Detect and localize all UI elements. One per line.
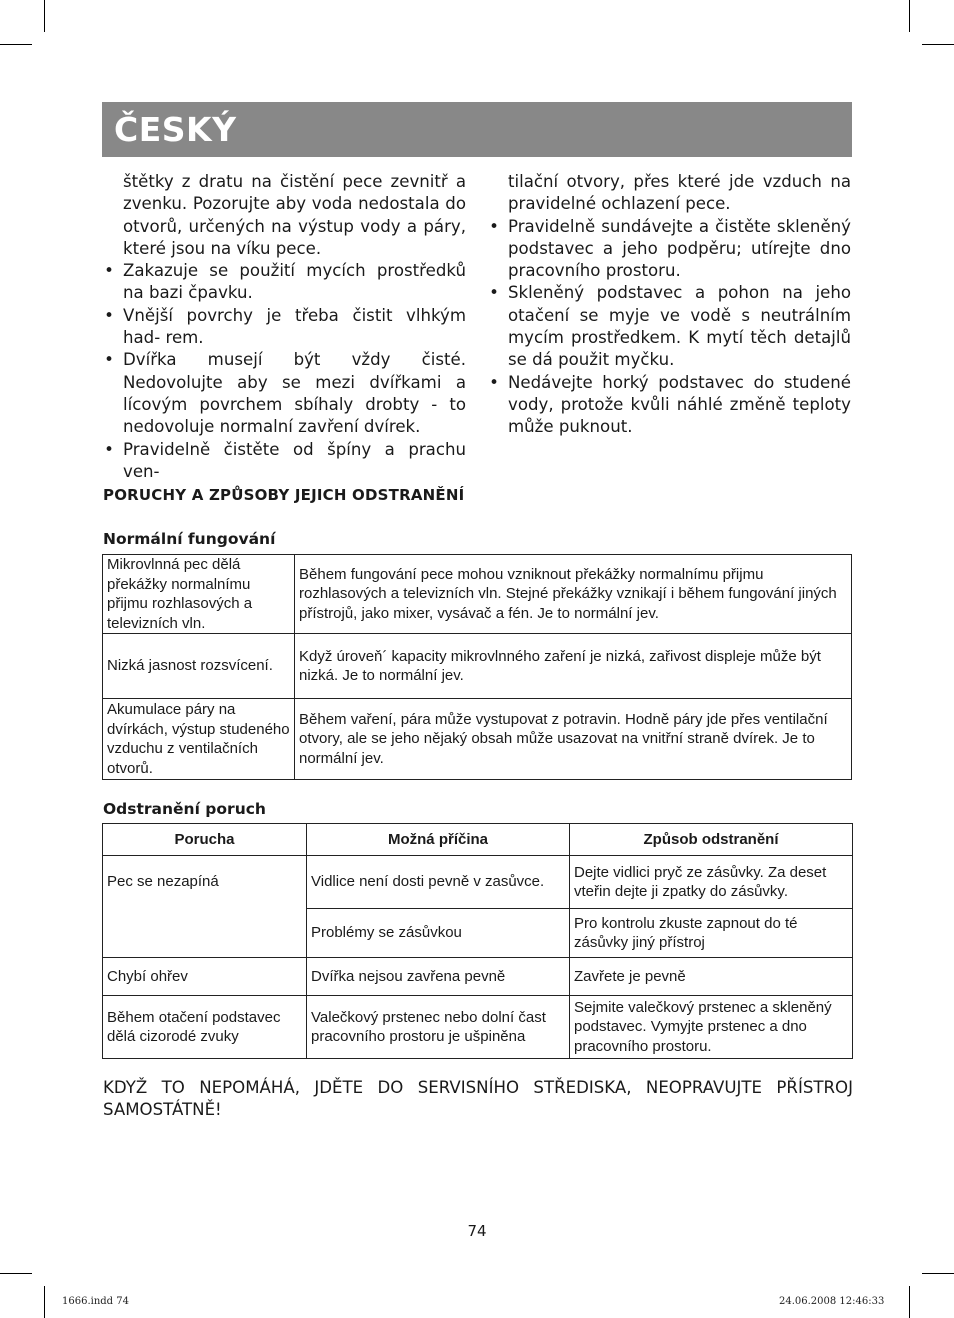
bullet-icon: •: [104, 350, 114, 370]
table-cell-explanation: Během fungování pece mohou vzniknout překážky normalnímu přijmu rozhlasových a televizních vln. Stejné překážky vznikají i během fungování jiných přístrojů, jako mixer, vysávač a fén. Je to normální jev.: [295, 555, 852, 634]
crop-mark: [0, 1273, 32, 1274]
left-column: [104, 171, 466, 483]
table-cell-fault: Chybí ohřev: [103, 958, 307, 996]
bullet-icon: •: [489, 283, 499, 303]
table-cell-cause: Dvířka nejsou zavřena pevně: [307, 958, 570, 996]
table-row: [103, 634, 852, 699]
column-header: Porucha: [103, 824, 307, 856]
page-number: 74: [467, 1222, 487, 1240]
list-item-text: Skleněný podstavec a pohon na jeho otačení se myje ve vodě s neutrálním mycím prostředkem. K mytí těch detajlů se dá použit myčku.: [508, 283, 851, 370]
fault-removal-heading: Odstranění poruch: [103, 800, 266, 818]
crop-mark: [44, 0, 45, 32]
bullet-icon: •: [489, 372, 499, 392]
crop-mark: [909, 0, 910, 32]
table-row: [103, 555, 852, 634]
slug-datetime: 24.06.2008 12:46:33: [779, 1296, 885, 1307]
table-cell-fault: Během otačení podstavec dělá cizorodé zvuky: [103, 996, 307, 1059]
table-row: [103, 958, 853, 996]
crop-mark: [44, 1286, 45, 1318]
crop-mark: [909, 1286, 910, 1318]
table-row: [103, 699, 852, 780]
page-title: ČESKÝ: [114, 110, 237, 149]
list-item-text: Vnější povrchy je třeba čistit vlhkým had- rem.: [123, 305, 466, 348]
list-item: [489, 282, 851, 371]
table-cell-remedy: Dejte vidlici pryč ze zásůvky. Za deset vteřin dejte ji zpatky do zásůvky.: [570, 856, 853, 909]
table-cell-cause: Vidlice není dosti pevně v zasůvce.: [307, 856, 570, 909]
table-cell-symptom: Nizká jasnost rozsvícení.: [103, 634, 295, 699]
language-banner: [102, 102, 852, 157]
table-cell-explanation: Během vaření, pára může vystupovat z potravin. Hodně páry jde přes ventilační otvory, ale se jeho nějaký obsah může usazovat na vnitřní straně dvírek. Je to normální jev.: [295, 699, 852, 780]
right-column: [489, 171, 851, 439]
table-cell-remedy: Zavřete je pevně: [570, 958, 853, 996]
list-item: [489, 216, 851, 283]
table-header-row: [103, 824, 853, 856]
section-heading: PORUCHY A ZPŮSOBY JEJICH ODSTRANĚNÍ: [103, 486, 465, 504]
column-header: Způsob odstranění: [570, 824, 853, 856]
bullet-icon: •: [104, 261, 114, 281]
list-item-text: Pravidelně sundávejte a čistěte skleněný podstavec a jeho podpěru; utírejte dno pracovního prostoru.: [508, 216, 851, 281]
table-row: [103, 856, 853, 909]
table-cell-cause: Valečkový prstenec nebo dolní čast pracovního prostoru je ušpiněna: [307, 996, 570, 1059]
list-item-text: Pravidelně čistěte od špíny a prachu ven-: [123, 439, 466, 481]
list-item-text: Dvířka musejí být vždy čisté. Nedovolujte aby se mezi dvířkami a lícovým povrchem sbíhaly drobty - to nedovoluje normalní zavření dvírek.: [123, 350, 466, 437]
list-item-text: Zakazuje se použití mycích prostředků na bazi čpavku.: [123, 261, 466, 303]
list-item: [104, 349, 466, 438]
slug-filename: 1666.indd 74: [62, 1296, 129, 1307]
list-item-text: Nedávejte horký podstavec do studené vody, protože kvůli náhlé změně teploty může puknout.: [508, 372, 851, 437]
table-cell-cause: Problémy se zásůvkou: [307, 909, 570, 958]
list-item: [104, 260, 466, 305]
table-row: [103, 996, 853, 1059]
table-cell-fault: Pec se nezapíná: [103, 856, 307, 958]
normal-operation-table: [102, 554, 852, 780]
table-cell-symptom: Mikrovlnná pec dělá překážky normalnímu přijmu rozhlasových a televizních vln.: [103, 555, 295, 634]
crop-mark: [0, 44, 32, 45]
continuation-paragraph: štětky z dratu na čistění pece zevnitř a zvenku. Pozorujte aby voda nedostala do otvorů, určených na výstup vody a páry, které jsou na víku pece.: [123, 172, 466, 258]
table-cell-remedy: Pro kontrolu zkuste zapnout do té zásůvky jiný přístroj: [570, 909, 853, 958]
normal-operation-heading: Normální fungování: [103, 530, 276, 548]
list-item: [104, 439, 466, 484]
table-cell-explanation: Když úroveň´ kapacity mikrovlnného zaření je nizká, zařivost displeje může být nizká. Je to normální jev.: [295, 634, 852, 699]
crop-mark: [922, 1273, 954, 1274]
column-header: Možná příčina: [307, 824, 570, 856]
service-warning: KDYŽ TO NEPOMÁHÁ, JDĚTE DO SERVISNÍHO STŘEDISKA, NEOPRAVUJTE PŘÍSTROJ SAMOSTÁTNĚ!: [103, 1078, 853, 1119]
bullet-icon: •: [489, 216, 499, 236]
list-item: [104, 305, 466, 350]
fault-table: [102, 823, 853, 1059]
table-cell-symptom: Akumulace páry na dvírkách, výstup studeného vzduchu z ventilačních otvorů.: [103, 699, 295, 780]
continuation-paragraph: tilační otvory, přes které jde vzduch na pravidelné ochlazení pece.: [508, 172, 851, 214]
bullet-icon: •: [104, 439, 114, 459]
list-item: [489, 372, 851, 439]
crop-mark: [922, 44, 954, 45]
bullet-icon: •: [104, 305, 114, 325]
table-cell-remedy: Sejmite valečkový prstenec a skleněný podstavec. Vymyjte prstenec a dno pracovního prostoru.: [570, 996, 853, 1059]
